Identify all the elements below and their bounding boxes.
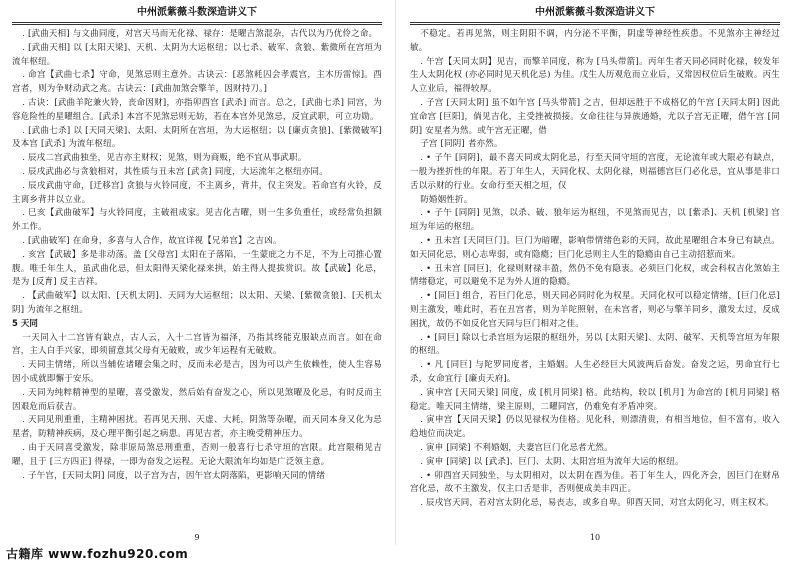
paragraph: . • 丑未宫 [天同巨门]。巨门为暗曜，影响带情绪色彩的天同，故此星曜组合本身已有缺点。如天同化忌，则心志卑弱，或有隐瘾；巨门化忌则主人生的隐瘾由自己主动招惹而来。 [410, 235, 780, 260]
paragraph: 一天同入十二宫皆有缺点，古人云，入十二宫皆为福泽，乃指其终能克服缺点而言。如在命宫，主人白手兴家，即须留意其父母有无破败，或少年运程有无破败。 [12, 332, 382, 357]
page-header: 中州派紫薇斗数深造讲义下 [535, 7, 655, 18]
paragraph: . • 卯酉宫天同独坐，与太阴相对，以太阴在酉为佳。若丁年生人，四化齐会，因巨门在财帛宫化忌，故不主激发，仅主口舌是非，否则便成美丰四正。 [410, 470, 780, 495]
paragraph: . [武曲天相] 与文曲同度，对宫天马而无化禄、禄存：是曜吉煞混杂，古代以为乃优伶之命。 [22, 29, 378, 39]
right-page [400, 0, 790, 545]
paragraph: . 亥宫【武破】多是非动荡。盖 [父母宫] 太阳在子落陷，一生蒙庇之力不足，不为上司推心置腹。唯壬年生人，虽武曲化忌，但太阳得天梁化禄来拱，始主得人提拔赏识。故【武破】化忌，是为 [反育] 反主吉祥。 [12, 249, 382, 288]
paragraph: . 巳亥【武曲破军】与火铃同度，主破祖成家。见吉化吉曜，则一生多负重任，或经常负担额外工作。 [12, 208, 382, 233]
footer-bar [0, 545, 793, 561]
paragraph: . 子宫 [天同太阴] 虽不如午宫 [马头带箭] 之吉，但却远胜于不成格亿的午宫 [天同太阴] 因此宜命宫 [巨阳]，倘见吉化，主受挫被损接。女命往往与异族通婚，尤以子宫无正曜，借午宫 [同阴] 安星者为然。或午宫无正曜，借 [410, 97, 780, 136]
paragraph: . • 丑未宫 [同巨]，化禄则财禄丰盈，然仍不免有隐衷。必须巨门化权，或会科权吉化煞始主情绪稳定，可以避免不足为外人道的隐瘾。 [410, 263, 780, 288]
paragraph: . 寅申宫【天同天梁】仍以见禄权为佳格。见化科，则漂清贵，有相当地位，但不富有，收入趋地位而决定。 [410, 415, 780, 440]
paragraph: . 午宫【天同太阴】见吉，而擎羊同度，称为 [马头带箭]。丙年生者天同必同时化禄，较发年生人太阴化权 (亦必同时见天机化忌) 为佳。戊生人历观危而立业后，又常因权位后生破败。丙生人立业后，福得较厚。 [410, 56, 780, 95]
paragraph: . 【武曲破军】以太阳、[天机太阴]、天同为大运枢纽；以太阳、天梁、[紫微贪狼]、[天机太阴] 为流年之枢纽。 [12, 291, 382, 315]
section-title: 5 天同 [12, 318, 38, 329]
page-number: 9 [194, 533, 200, 542]
paragraph: . • 凡 [同巨] 与陀罗同度者，主婚姻。人生必经巨大风波两后奋发。奋发之运，男命宜行七杀，女命宜行 [廉贞天府]。 [410, 360, 780, 384]
paragraph: . 天同为纯粹精神型的星曜，喜受激发，然后始有奋发之心，所以见煞曜及化忌，有时反而主因艰危而后获吉。 [12, 387, 382, 412]
page-body [410, 28, 780, 511]
paragraph: . • 子午 [同阴]，最不喜天同或太阴化忌，行至天同守垣的宫度，无论流年或大限必有缺点，一般为挫折性的年限。若丁年生人，天同化权、太阴化禄，则福德宫巨门必化忌，宜从事是非口舌以示财的行业。女命行至天相之垣，仅 [410, 153, 780, 191]
paragraph: 子宫 [同阴] 者亦然。 [420, 139, 503, 150]
page-header: 中州派紫薇斗数深造讲义下 [137, 7, 257, 18]
paragraph: . [武曲天相] 以 [太阳天梁]、天机、太阴为大运枢纽；以七杀、破军、贪狼、紫微所在宫垣为流年枢纽。 [12, 42, 382, 67]
page-number: 10 [589, 533, 601, 542]
header-rule [410, 22, 780, 25]
page-gutter [395, 0, 396, 545]
paragraph: . 寅申宫 [天同天梁] 同度，成 [机月同梁] 格。此结构，较以 [机月] 为命宫的 [机月同梁] 格稳定。唯天同主情绪，梁主原则，二曜同宫，仍难免有矛盾冲突。 [410, 387, 780, 412]
paragraph: . • [同巨] 组合，若巨门化忌，则天同必同时化为权星。天同化权可以稳定情绪，[巨门化忌] 则主激发，唯此时，若在丑宫者，则为羊陀照射，在未宫者，则必与擎羊同乡，激发太过，反成困扰，故仍不如反化宫天同与巨门相对之佳。 [410, 291, 780, 329]
paragraph: . • 子午 [同阴] 见煞，以杀、破、狼年运为枢纽，不见煞而见吉，以 [紫杀]、天机 [机梁] 宫垣为年运的枢纽。 [410, 208, 780, 233]
paragraph: . 古诀：[武曲羊陀兼火铃，丧命因财]，亦指卯酉宫 [武杀] 而言。总之，[武曲七杀] 同宫，为容危险性的星曜组合。[武杀] 本宫不见煞忌则无妨，若在本宫外见煞忌，反宜武职，可立功勋。 [12, 97, 382, 122]
paragraph: 不稳定。若再见煞，则主阴阳不调，内分泌不平衡，阴虚等神经性疾患。不见煞亦主神经过敏。 [410, 29, 780, 53]
paragraph: . 由于天同喜受激发，除非原局煞忌刑重重，否则一般喜行七杀守垣的宫限。此宫限稍见吉曜，且于 [三方四正] 得禄，一即为奋发之运程。无论大限流年均如是广泛领主意。 [12, 442, 382, 467]
paragraph: . [武曲破军] 在命身，多喜与人合作，故宜详视【兄弟宫】之吉凶。 [22, 235, 282, 246]
paragraph: . 天同主情绪，所以当辅佐诸曜会集之时，反而未必是吉，因为可以产生依赖性，使人生容易因小成就即懈于安乐。 [12, 360, 382, 384]
site-watermark[interactable]: 古籍库 www.fozhu920.com [6, 547, 189, 561]
paragraph: . 辰戌武曲必与贪狼相对，其性质与丑未宫 [武贪] 同度，大运流年之枢纽亦同。 [22, 166, 328, 177]
paragraph: . 寅申 [同梁] 不利婚姻，夫妻宫巨门化忌者尤然。 [420, 442, 613, 453]
header-rule [12, 22, 382, 25]
page-body [12, 28, 382, 483]
paragraph: . 辰戌二宫武曲独坐，见吉亦主财权；见煞，则为商贩，绝不宜从事武职。 [22, 153, 307, 164]
paragraph: . [武曲七杀] 以 [天同天梁]、太阳、太阴所在宫垣，为大运枢纽；以 [廉贞贪狼]、[紫微破军] 及本宫 [武杀] 为流年枢纽。 [12, 125, 382, 150]
left-page [2, 0, 392, 545]
paragraph: . 天同见刑重重，主精神困扰。若再见天刑、天虚、大耗，阴煞等杂曜，而天同本身又化为忌星者，防精神疾病，及心理平衡引起之病患。再见吉者，亦主晚受精神压力。 [12, 415, 382, 440]
paragraph: . • [同巨] 除以七杀宫垣为运限的枢纽外，另以 [太阳天梁]、太阴、破军、天机等宫垣为年限的枢纽。 [410, 332, 780, 357]
paragraph: . 寅申 [同梁] 以 [武杀]、巨门、太阴、太阳宫垣为流年大运的枢纽。 [420, 456, 684, 467]
paragraph: . 子午宫，[天同太阴] 同度，以子宫为吉，因午宫太阴落陷，更影响天同的情绪 [22, 470, 326, 481]
paragraph: . 命宫【武曲七杀】守命，见煞忌则主意外。古诀云：[恶煞耗囚会孝震宫，主木历雷惊]。酉宫者，则为争财动武之兆。古诀云：[武曲加煞会擎羊，因财持刀。] [12, 70, 382, 95]
paragraph: . 辰戌武曲守命，[迁移宫] 贪狼与火铃同度，不主离乡，背井，仅主突发。若命宫有火铃，反主离乡背井以立业。 [12, 180, 382, 205]
paragraph: 防婚姻性折。 [420, 194, 473, 205]
paragraph: . 辰戌宫天同，若对宫太阴化忌，易丧志，或多自卑。卯酉天同，对宫太阴化习，则主权术。 [420, 498, 774, 509]
